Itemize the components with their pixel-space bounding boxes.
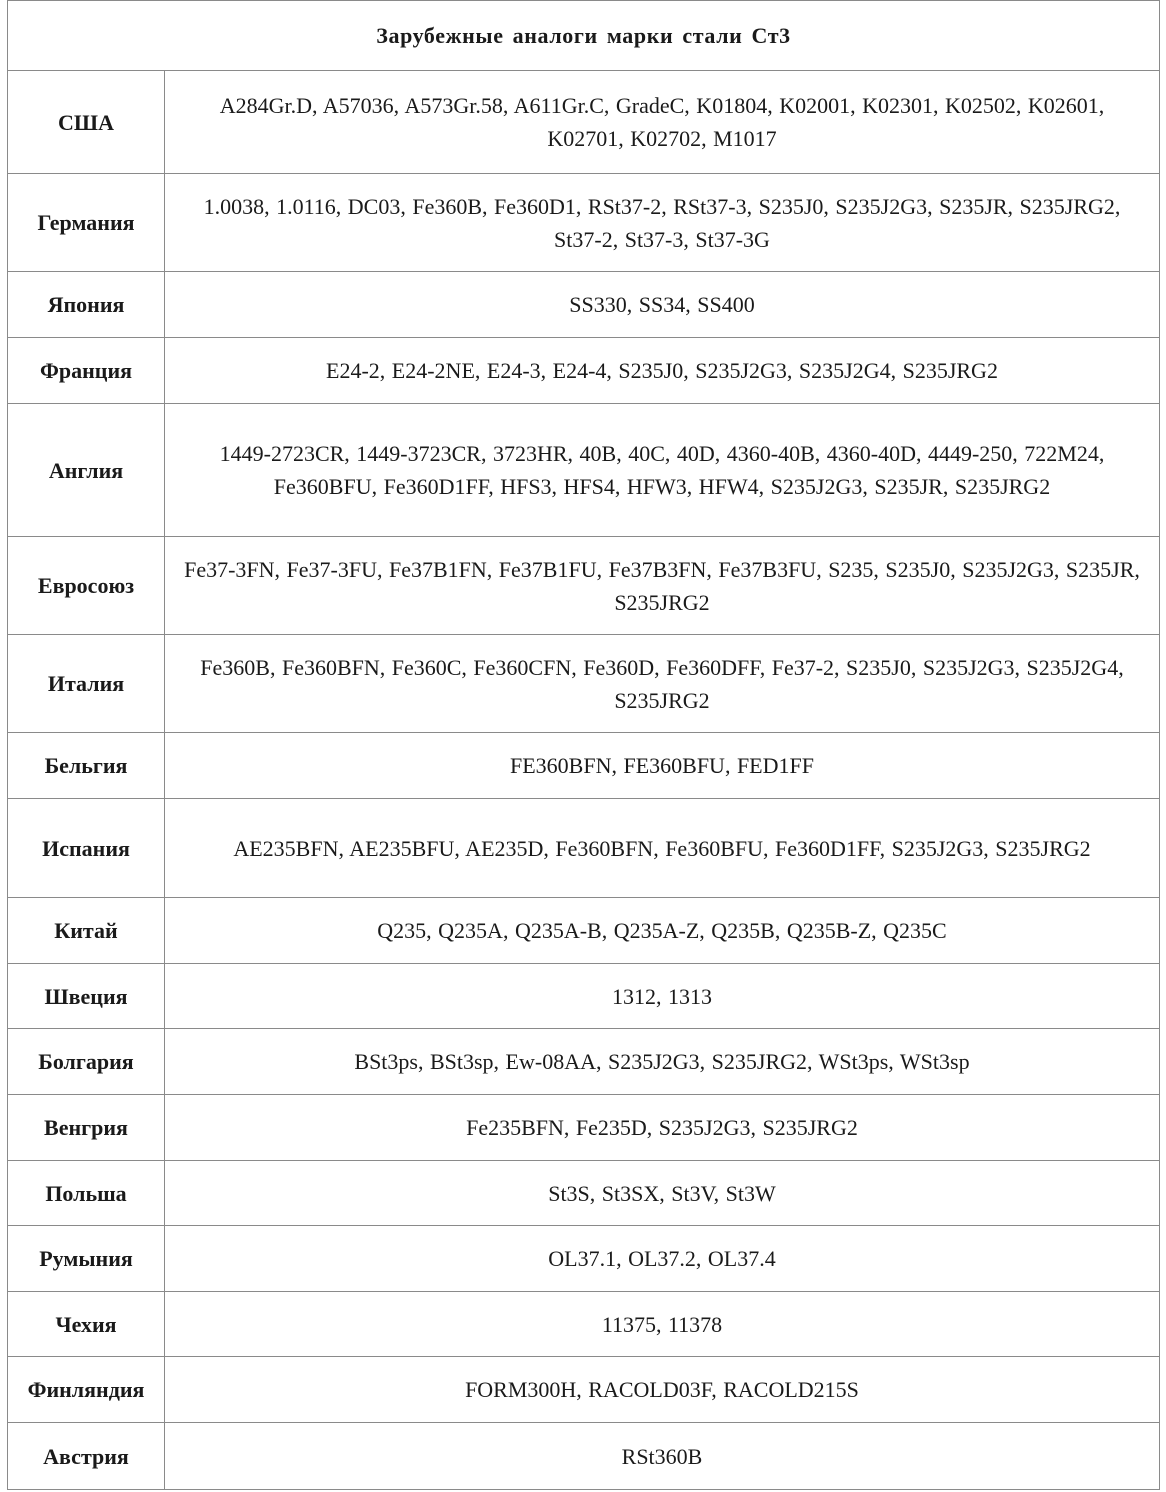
country-cell: Бельгия (8, 733, 165, 799)
table-row (8, 537, 1160, 635)
table-row (8, 404, 1160, 537)
table-header-row (8, 1, 1160, 71)
country-cell: США (8, 71, 165, 174)
country-cell: Венгрия (8, 1095, 165, 1161)
grades-cell: RSt360B (165, 1423, 1160, 1490)
table-row (8, 898, 1160, 964)
country-cell: Китай (8, 898, 165, 964)
grades-cell: SS330, SS34, SS400 (165, 272, 1160, 338)
table-row (8, 635, 1160, 733)
table-row (8, 964, 1160, 1029)
grades-cell: 1.0038, 1.0116, DC03, Fe360B, Fe360D1, RSt37-2, RSt37-3, S235J0, S235J2G3, S235JR, S235JRG2, St37-2, St37-3, St37-3G (165, 174, 1160, 272)
country-cell: Швеция (8, 964, 165, 1029)
table-row (8, 1029, 1160, 1095)
country-cell: Италия (8, 635, 165, 733)
grades-cell: AE235BFN, AE235BFU, AE235D, Fe360BFN, Fe360BFU, Fe360D1FF, S235J2G3, S235JRG2 (165, 799, 1160, 898)
grades-cell: 1312, 1313 (165, 964, 1160, 1029)
country-cell: Испания (8, 799, 165, 898)
grades-cell: Fe360B, Fe360BFN, Fe360C, Fe360CFN, Fe360D, Fe360DFF, Fe37-2, S235J0, S235J2G3, S235J2G4, S235JRG2 (165, 635, 1160, 733)
grades-cell: A284Gr.D, A57036, A573Gr.58, A611Gr.C, GradeC, K01804, K02001, K02301, K02502, K02601, K02701, K02702, M1017 (165, 71, 1160, 174)
country-cell: Австрия (8, 1423, 165, 1490)
table-row (8, 1423, 1160, 1490)
table-row (8, 1095, 1160, 1161)
table-row (8, 1226, 1160, 1292)
grades-cell: FE360BFN, FE360BFU, FED1FF (165, 733, 1160, 799)
grades-cell: 11375, 11378 (165, 1292, 1160, 1357)
table-row (8, 71, 1160, 174)
country-cell: Финляндия (8, 1357, 165, 1423)
table-row (8, 272, 1160, 338)
country-cell: Германия (8, 174, 165, 272)
grades-cell: 1449-2723CR, 1449-3723CR, 3723HR, 40B, 40C, 40D, 4360-40B, 4360-40D, 4449-250, 722M24, Fe360BFU, Fe360D1FF, HFS3, HFS4, HFW3, HFW4, S235J2G3, S235JR, S235JRG2 (165, 404, 1160, 537)
country-cell: Франция (8, 338, 165, 404)
country-cell: Англия (8, 404, 165, 537)
country-cell: Болгария (8, 1029, 165, 1095)
table-row (8, 1357, 1160, 1423)
table-row (8, 174, 1160, 272)
country-cell: Япония (8, 272, 165, 338)
grades-cell: Q235, Q235A, Q235A-B, Q235A-Z, Q235B, Q235B-Z, Q235C (165, 898, 1160, 964)
country-cell: Евросоюз (8, 537, 165, 635)
table-row (8, 733, 1160, 799)
table-row (8, 799, 1160, 898)
grades-cell: OL37.1, OL37.2, OL37.4 (165, 1226, 1160, 1292)
country-cell: Польша (8, 1161, 165, 1226)
country-cell: Румыния (8, 1226, 165, 1292)
table-row (8, 1292, 1160, 1357)
table-row (8, 338, 1160, 404)
grades-cell: Fe235BFN, Fe235D, S235J2G3, S235JRG2 (165, 1095, 1160, 1161)
country-cell: Чехия (8, 1292, 165, 1357)
table-title: Зарубежные аналоги марки стали Ст3 (8, 1, 1160, 71)
grades-cell: E24-2, E24-2NE, E24-3, E24-4, S235J0, S235J2G3, S235J2G4, S235JRG2 (165, 338, 1160, 404)
grades-cell: BSt3ps, BSt3sp, Ew-08AA, S235J2G3, S235JRG2, WSt3ps, WSt3sp (165, 1029, 1160, 1095)
grades-cell: St3S, St3SX, St3V, St3W (165, 1161, 1160, 1226)
table-row (8, 1161, 1160, 1226)
steel-analogs-table (7, 0, 1160, 1490)
grades-cell: FORM300H, RACOLD03F, RACOLD215S (165, 1357, 1160, 1423)
grades-cell: Fe37-3FN, Fe37-3FU, Fe37B1FN, Fe37B1FU, Fe37B3FN, Fe37B3FU, S235, S235J0, S235J2G3, S235JR, S235JRG2 (165, 537, 1160, 635)
